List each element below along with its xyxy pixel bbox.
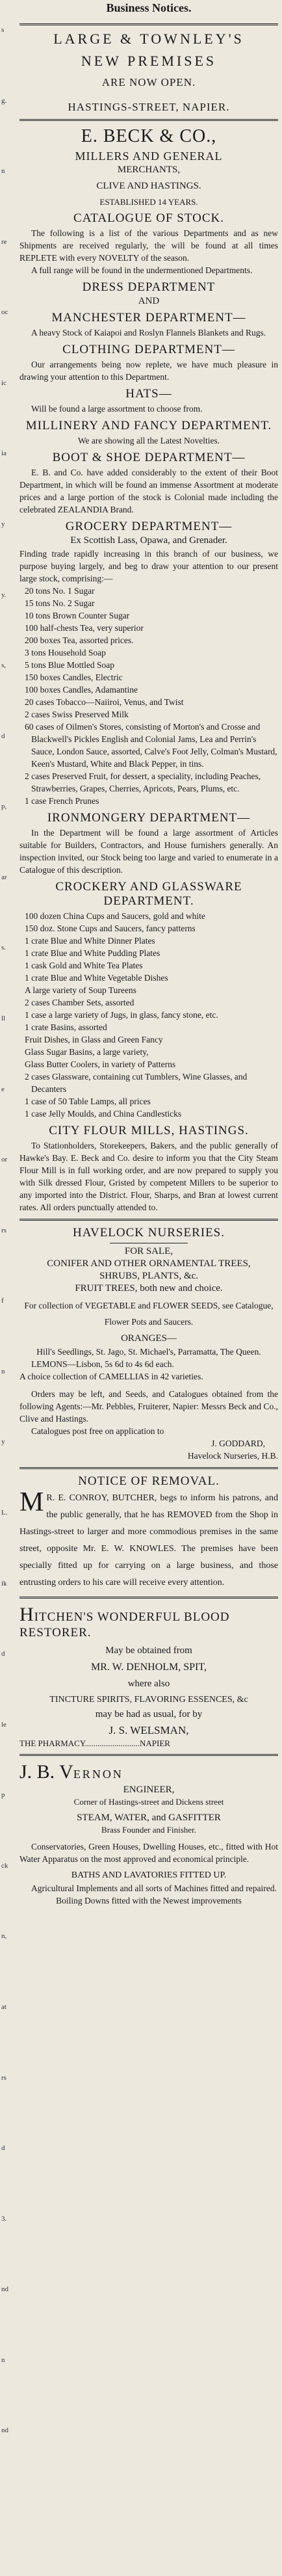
vernon-line4: Brass Founder and Finisher. <box>101 1825 196 1835</box>
list-item: 1 crate Blue and White Dinner Plates <box>25 936 155 946</box>
crockery-list <box>19 910 278 1120</box>
list-item: 100 dozen China Cups and Saucers, gold and white <box>25 911 205 921</box>
gutter-fragment: g. <box>1 96 7 105</box>
grocery-sub: Ex Scottish Lass, Opawa, and Grenader. <box>70 535 227 546</box>
ad1-line2: NEW PREMISES <box>81 53 217 69</box>
gutter-fragment: n <box>1 2356 5 2364</box>
list-item: 1 case Jelly Moulds, and China Candlesticks <box>25 1109 182 1119</box>
gutter-fragment: nd <box>1 2426 8 2435</box>
hitchen-line7: THE PHARMACY..........................NAPIER <box>19 1738 170 1748</box>
ad2-line3: MERCHANTS, <box>117 165 181 175</box>
hats-title: HATS— <box>125 387 172 401</box>
gutter-fragment: L. <box>1 1509 8 1517</box>
left-column-fragments <box>0 0 16 2576</box>
gutter-fragment: re <box>1 237 7 246</box>
list-item: Glass Butter Coolers, in variety of Patterns <box>25 1059 176 1069</box>
gutter-fragment: 3. <box>1 2214 7 2223</box>
rule <box>19 1467 278 1469</box>
gutter-fragment: n <box>1 167 5 176</box>
rule <box>19 1597 278 1599</box>
ad1-line3: ARE NOW OPEN. <box>101 76 196 88</box>
gutter-fragment: ia <box>1 449 6 458</box>
list-item: 3 tons Household Soap <box>25 648 106 657</box>
gutter-fragment: d <box>1 732 5 740</box>
hitchen-line5: may be had as usual, for by <box>95 1709 203 1720</box>
list-item: 10 tons Brown Counter Sugar <box>25 611 130 620</box>
rule <box>19 1754 278 1756</box>
removal-text <box>19 1487 278 1591</box>
gutter-fragment: d <box>1 2144 5 2153</box>
vernon-line3: STEAM, WATER, and GASFITTER <box>77 1812 221 1823</box>
list-item: 15 tons No. 2 Sugar <box>25 598 95 608</box>
clothing-text: Our arrangements being now replete, we have much pleasure in drawing your attention to this Department. <box>19 360 278 382</box>
manchester-title: MANCHESTER DEPARTMENT— <box>51 311 246 325</box>
removal-body: R. E. CONROY, BUTCHER, begs to inform his patrons, and the public generally, that he has REMOVED from the Shop in Hastings-street to larger and more commodious premises in the same street, opposite Mr. E. W. KNOWLES. The premises have been specially fitted up for carrying on a large business, and those entrusting orders to his care will receive every attention. <box>19 1493 278 1587</box>
catalogues-text: Catalogues post free on application to <box>31 1426 164 1436</box>
ad2-intro: The following is a list of the various Departments and as new Shipments are received regularly, the will be found at all times REPLETE with every NOVELTY of the season. <box>19 228 278 263</box>
rule <box>19 119 278 121</box>
header-rule <box>19 23 278 25</box>
hitchens-blood-restorer-ad <box>19 1604 278 1749</box>
boot-title: BOOT & SHOE DEPARTMENT— <box>52 451 246 464</box>
ad2-intro2: A full range will be found in the undermentioned Departments. <box>31 265 253 275</box>
gutter-fragment: ar <box>1 873 7 881</box>
ad2-line5: ESTABLISHED 14 YEARS. <box>99 197 198 207</box>
gutter-fragment: oc <box>1 308 8 317</box>
vernon-engineer-ad <box>19 1761 278 1907</box>
hitchen-line4: TINCTURE SPIRITS, FLAVORING ESSENCES, &c <box>49 1695 248 1705</box>
list-item: 1 crate Blue and White Vegetable Dishes <box>25 973 168 983</box>
hats-text: Will be found a large assortment to choose from. <box>31 404 203 414</box>
hitchen-line6: J. S. WELSMAN, <box>109 1724 189 1736</box>
list-item: 5 tons Blue Mottled Soap <box>25 660 114 670</box>
ad2-name: E. BECK & CO., <box>81 126 217 146</box>
gutter-fragment: at <box>1 2003 6 2011</box>
hitchen-title <box>19 1604 278 1640</box>
oranges-text: Hill's Seedlings, St. Jago, St. Michael's, Parramatta, The Queen. <box>36 1347 261 1357</box>
gutter-fragment: y <box>1 1438 5 1446</box>
hitchen-title-text: ITCHEN'S WONDERFUL BLOOD RESTORER. <box>19 1610 230 1640</box>
gutter-fragment: le <box>1 1720 6 1729</box>
hitchen-line2: MR. W. DENHOLM, SPIT, <box>91 1662 207 1673</box>
list-item: Glass Sugar Basins, a large variety, <box>25 1047 149 1057</box>
gutter-fragment: s. <box>1 944 6 952</box>
nurseries-line2: SHRUBS, PLANTS, &c. <box>99 1271 199 1281</box>
havelock-nurseries-ad <box>19 1226 278 1462</box>
list-item: 2 cases Glassware, containing cut Tumblers, Wine Glasses, and Decanters <box>25 1072 248 1094</box>
nurseries-title: HAVELOCK NURSERIES. <box>72 1226 225 1240</box>
gutter-fragment: f <box>1 1297 4 1305</box>
ad2-line6: CATALOGUE OF STOCK. <box>73 211 224 225</box>
ironmongery-text: In the Department will be found a large assortment of Articles suitable for Builders, Contractors, and House furnishers generally. An inspection invited, our Stock being too large and varied to enumerate in a Catalogue of this description. <box>19 828 278 875</box>
lemons-text: LEMONS—Lisbon, 5s 6d to 4s 6d each. <box>31 1359 174 1369</box>
manchester-text: A heavy Stock of Kaiapoi and Roslyn Flannels Blankets and Rugs. <box>31 328 266 338</box>
vernon-text: Conservatories, Green Houses, Dwelling Houses, etc., fitted with Hot Water Apparatus on the most approved and economical principle. <box>19 1842 278 1864</box>
ironmongery-title: IRONMONGERY DEPARTMENT— <box>47 811 251 825</box>
crockery-title: CROCKERY AND GLASSWARE DEPARTMENT. <box>55 880 242 908</box>
list-item: 20 tons No. 1 Sugar <box>25 586 95 596</box>
rule <box>19 1219 278 1221</box>
list-item: 20 cases Tobacco—Naiiroi, Venus, and Twist <box>25 697 184 707</box>
list-item: 1 crate Blue and White Pudding Plates <box>25 948 160 958</box>
nurseries-line4: For collection of VEGETABLE and FLOWER SEEDS, see Catalogue, <box>24 1301 274 1310</box>
flour-text: To Stationholders, Storekeepers, Bakers, and the public generally of Hawke's Bay. E. Beck and Co. desire to inform you that the City Steam Flour Mill is in full working order, and are now prepared to supply you with Silk dressed Flour, Gristed by competent Millers to be superior to any imported into the District. Flour, Sharps, and Bran at lowest current rates. All orders punctually attended to. <box>19 1141 278 1212</box>
drop-cap: M <box>19 1487 44 1517</box>
signature-name: J. GODDARD, <box>211 1439 265 1448</box>
clothing-title: CLOTHING DEPARTMENT— <box>62 343 235 356</box>
list-item: 2 cases Swiss Preserved Milk <box>25 710 129 719</box>
oranges-title: ORANGES— <box>121 1333 177 1344</box>
large-townley-ad <box>19 31 278 114</box>
hitchen-line1: May be obtained from <box>105 1645 192 1656</box>
list-item: 1 case French Prunes <box>25 796 99 806</box>
list-item: 1 cask Gold and White Tea Plates <box>25 961 143 970</box>
gutter-fragment: p <box>1 1791 5 1799</box>
list-item: 150 doz. Stone Cups and Saucers, fancy patterns <box>25 923 196 933</box>
gutter-fragment: ic <box>1 378 6 387</box>
gutter-fragment: s <box>1 26 5 34</box>
gutter-fragment: d <box>1 1650 5 1658</box>
vernon-initials: J. B. V <box>19 1761 73 1783</box>
list-item: 1 crate Basins, assorted <box>25 1022 107 1032</box>
gutter-fragment: p, <box>1 803 7 811</box>
vernon-title <box>19 1761 278 1783</box>
dress-and: AND <box>138 296 160 306</box>
removal-title: NOTICE OF REMOVAL. <box>78 1474 220 1488</box>
vernon-line1: ENGINEER, <box>123 1785 175 1795</box>
boiling-text: Boiling Downs fitted with the Newest improvements <box>56 1896 242 1905</box>
millinery-text: We are showing all the Latest Novelties. <box>77 436 220 445</box>
gutter-fragment: y <box>1 520 5 528</box>
list-item: A large variety of Soup Tureens <box>25 985 136 995</box>
grocery-text: Finding trade rapidly increasing in this branch of our business, we purpose buying largely, and beg to draw your attention to our present large stock, comprising:— <box>19 549 278 583</box>
vernon-line2: Corner of Hastings-street and Dickens street <box>73 1797 224 1807</box>
gutter-fragment: n <box>1 1367 5 1375</box>
grocery-list <box>19 585 278 807</box>
nurseries-line1: CONIFER AND OTHER ORNAMENTAL TREES, <box>47 1258 251 1269</box>
vernon-name-rest: ERNON <box>73 1768 123 1781</box>
camellias-text: A choice collection of CAMELLIAS in 42 varieties. <box>19 1372 203 1381</box>
list-item: 1 case a large variety of Jugs, in glass, fancy stone, etc. <box>25 1010 218 1020</box>
beck-co-ad <box>19 126 278 1214</box>
boot-text: E. B. and Co. have added considerably to the extent of their Boot Department, in which will be found an immense Assortment at moderate prices and a large portion of the stock is Colonial made including the celebrated ZEALANDIA Brand. <box>19 468 278 514</box>
signature-place: Havelock Nurseries, H.B. <box>187 1451 278 1461</box>
ad1-line1: LARGE & TOWNLEY'S <box>53 31 244 47</box>
business-notices-column <box>19 0 278 1907</box>
for-sale: FOR SALE, <box>124 1246 173 1256</box>
list-item: 200 boxes Tea, assorted prices. <box>25 635 134 645</box>
millinery-title: MILLINERY AND FANCY DEPARTMENT. <box>25 419 272 432</box>
ad2-line2: MILLERS AND GENERAL <box>75 150 223 163</box>
ad2-line4: CLIVE AND HASTINGS. <box>96 181 201 191</box>
gutter-fragment: rs <box>1 1226 6 1234</box>
list-item: 60 cases of Oilmen's Stores, consisting of Morton's and Crosse and Blackwell's Pickles English and Colonial Jams, Lea and Perrin's Sauce, London Sauce, assorted, Calve's Foot Jelly, Colman's Mustard, Keen's Mustard, White and Black Pepper, in tins. <box>25 722 277 769</box>
list-item: 100 half-chests Tea, very superior <box>25 623 144 633</box>
drop-cap: H <box>19 1604 34 1625</box>
orders-text: Orders may be left, and Seeds, and Catalogues obtained from the following Agents:—Mr. Pebbles, Fruiterer, Napier: Messrs Beck and Co., Clive and Hastings. <box>19 1389 278 1424</box>
notice-of-removal-ad <box>19 1474 278 1591</box>
grocery-title: GROCERY DEPARTMENT— <box>65 520 233 533</box>
gutter-fragment: ll <box>1 1015 6 1022</box>
ad1-line4: HASTINGS-STREET, NAPIER. <box>68 101 230 113</box>
nurseries-line5: Flower Pots and Saucers. <box>104 1317 194 1327</box>
page-header: Business Notices. <box>106 1 192 14</box>
list-item: 1 case of 50 Table Lamps, all prices <box>25 1096 151 1106</box>
gutter-fragment: ik <box>1 1579 7 1587</box>
gutter-fragment: nd <box>1 2285 8 2294</box>
list-item: 2 cases Chamber Sets, assorted <box>25 998 135 1007</box>
baths-title: BATHS AND LAVATORIES FITTED UP. <box>71 1870 227 1880</box>
nurseries-line3: FRUIT TREES, both new and choice. <box>75 1283 223 1294</box>
hitchen-line3: where also <box>127 1679 170 1689</box>
list-item: Fruit Dishes, in Glass and Green Fancy <box>25 1035 163 1044</box>
gutter-fragment: ck <box>1 1861 8 1870</box>
list-item: 2 cases Preserved Fruit, for dessert, a speciality, including Peaches, Strawberries, Grapes, Cherries, Apricots, Pears, Plums, etc. <box>25 771 261 793</box>
dress-title: DRESS DEPARTMENT <box>82 280 216 294</box>
gutter-fragment: or <box>1 1156 8 1164</box>
gutter-fragment: e <box>1 1085 5 1093</box>
list-item: 150 boxes Candles, Electric <box>25 672 123 682</box>
gutter-fragment: n, <box>1 1932 7 1941</box>
gutter-fragment: y. <box>1 591 6 599</box>
flour-title: CITY FLOUR MILLS, HASTINGS. <box>49 1124 249 1137</box>
baths-text: Agricultural Implements and all sorts of Machines fitted and repaired. <box>31 1883 277 1893</box>
gutter-fragment: rs <box>1 2073 6 2082</box>
gutter-fragment: s, <box>1 661 6 670</box>
list-item: 100 boxes Candles, Adamantine <box>25 685 138 695</box>
